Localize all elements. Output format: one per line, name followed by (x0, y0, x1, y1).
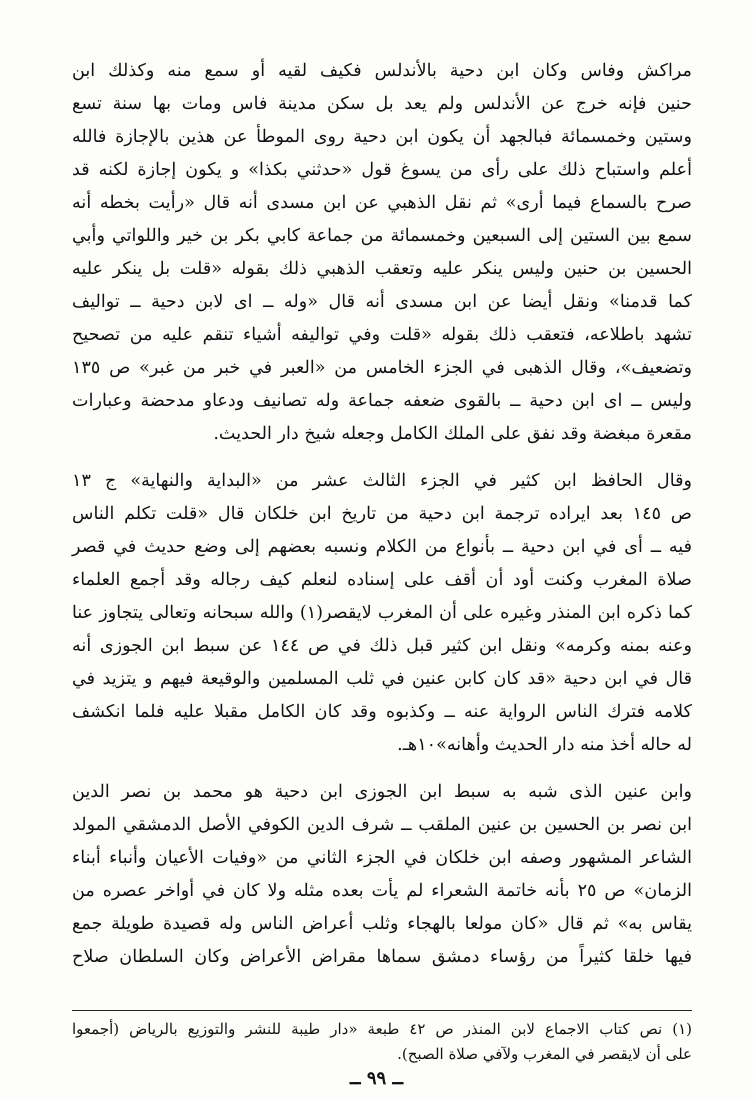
text-line: الشاعر المشهور وصفه ابن خلكان في الجزء الثاني من «وفيات الأعيان وأنباء أبناء (72, 848, 692, 868)
text-line: الزمان» ص ٢٥ بأنه خاتمة الشعراء لم يأت بعده مثله ولا كان في أواخر عصره من (72, 881, 692, 901)
text-line: فيه ــ أى في ابن دحية ــ بأنواع من الكلام ونسبه بعضهم إلى وضع حديث في قصر (72, 537, 692, 557)
text-line: أعلم واستباح ذلك على رأى من يسوغ قول «حدثني بكذا» و يكون إجازة لكنه قد (72, 160, 692, 180)
text-line: وستين وخمسمائة فبالجهد أن يكون ابن دحية روى الموطأ عن هذين بالإجازة فالله (72, 127, 692, 147)
body-text (72, 55, 692, 988)
text-line: وابن عنين الذى شبه به سبط ابن الجوزى ابن دحية هو محمد بن نصر الدين (72, 782, 692, 802)
page-number: ــ ٩٩ ــ (350, 1068, 403, 1089)
text-line: يقاس به» ثم قال «كان مولعا بالهجاء وثلب أعراض الناس وله قصيدة طويلة جمع (72, 914, 692, 934)
text-line: وعنه بمنه وكرمه» ونقل ابن كثير قبل ذلك في ص ١٤٤ عن سبط ابن الجوزى أنه (72, 636, 692, 656)
footnote-divider (72, 1010, 692, 1011)
text-line: صلاة المغرب وكنت أود أن أقف على إسناده لنعلم كيف رجاله وقد أجمع العلماء (72, 570, 692, 590)
text-line: قال في ابن دحية «قد كان كابن عنين في ثلب المسلمين والوقيعة فيهم و يتزيد في (72, 669, 692, 689)
footnote-line: (١) نص كتاب الاجماع لابن المنذر ص ٤٢ طبعة «دار طيبة للنشر والتوزيع بالرياض (أجمعوا (72, 1020, 692, 1038)
text-line: كلامه فترك الناس الرواية عنه ــ وكذبوه وقد كان الكامل مقبلا عليه فلما انكشف (72, 702, 692, 722)
text-line: ابن نصر بن الحسين بن عنين الملقب ــ شرف الدين الكوفي الأصل الدمشقي المولد (72, 815, 692, 835)
text-line: له حاله أخذ منه دار الحديث وأهانه»١٠هـ. (397, 735, 692, 755)
text-line: حنين فإنه خرج عن الأندلس ولم يعد بل سكن مدينة فاس ومات بها سنة تسع (72, 94, 692, 114)
text-line: سمع بين الستين إلى السبعين وخمسمائة من جماعة كابي بكر بن خير واللواتي وأبي (72, 226, 692, 246)
text-line: مراكش وفاس وكان ابن دحية بالأندلس فكيف لقيه أو سمع منه وكذلك ابن (72, 61, 692, 81)
text-line: فيها خلقا كثيراً من رؤساء دمشق سماها مقراض الأعراض وكان السلطان صلاح (72, 947, 692, 967)
text-line: مقعرة مبغضة وقد نفق على الملك الكامل وجعله شيخ دار الحديث. (213, 424, 692, 444)
text-line: كما قدمنا» ونقل أيضا عن ابن مسدى أنه قال «وله ــ اى لابن دحية ــ تواليف (72, 292, 692, 312)
text-line: وليس ــ اى ابن دحية ــ بالقوى ضعفه جماعة وله تصانيف ودعاو مدحضة وعبارات (72, 391, 692, 411)
text-line: تشهد باطلاعه، فتعقب ذلك بقوله «قلت وفي تواليفه أشياء تنقم عليه من تصحيح (72, 325, 692, 345)
text-line: ص ١٤٥ بعد ايراده ترجمة ابن دحية من تاريخ ابن خلكان قال «قلت تكلم الناس (72, 504, 692, 524)
text-line: وقال الحافظ ابن كثير في الجزء الثالث عشر من «البداية والنهاية» ج ١٣ (72, 471, 692, 491)
paragraph-3 (72, 776, 692, 974)
footnote (72, 1017, 692, 1067)
text-line: صرح بالسماع فيما أرى» ثم نقل الذهبي عن ابن مسدى أنه قال «رأيت بخطه أنه (72, 193, 692, 213)
paragraph-1 (72, 55, 692, 451)
footnote-line: على أن لايقصر في المغرب ولآفي صلاة الصبح). (397, 1045, 692, 1063)
paragraph-2 (72, 465, 692, 762)
text-line: وتضعيف»، وقال الذهبى في الجزء الخامس من «العبر في خبر من غبر» ص ١٣٥ (72, 358, 692, 378)
text-line: كما ذكره ابن المنذر وغيره على أن المغرب لايقصر(١) والله سبحانه وتعالى يتجاوز عنا (72, 603, 692, 623)
text-line: الحسين بن حنين وليس ينكر عليه وتعقب الذهبي ذلك بقوله «قلت بل ينكر عليه (72, 259, 692, 279)
